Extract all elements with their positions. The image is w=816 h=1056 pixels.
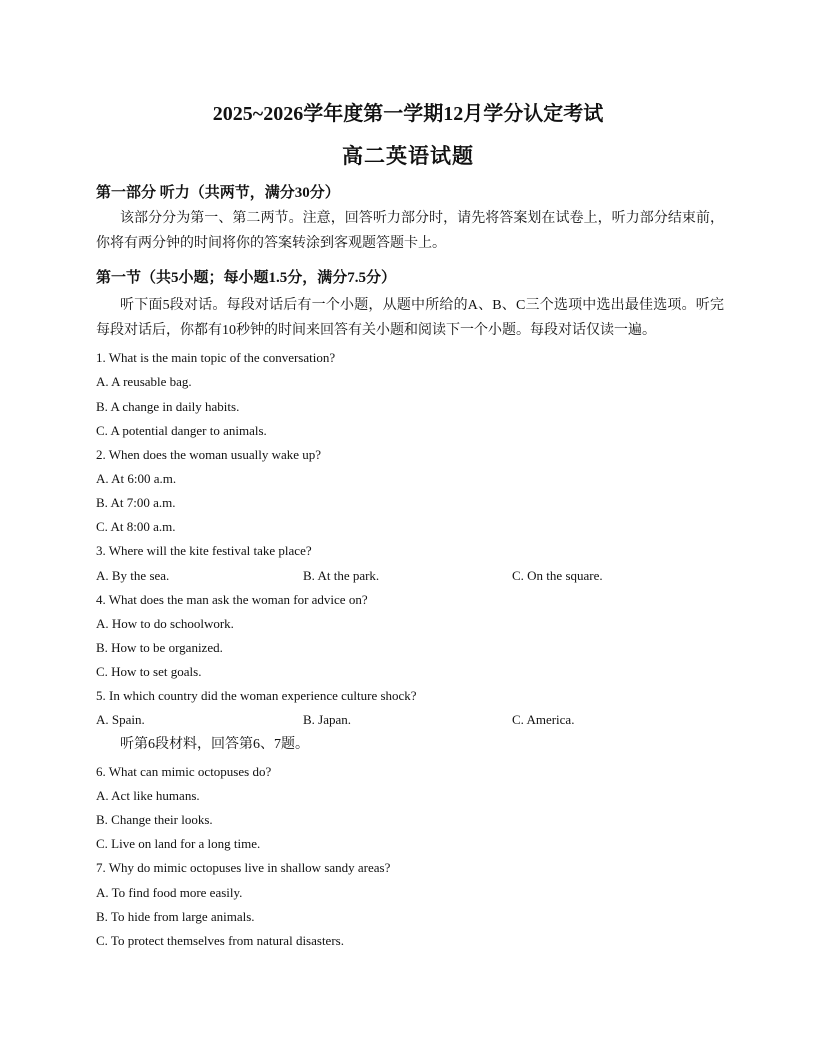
q6-option-c: C. Live on land for a long time. xyxy=(96,836,261,851)
q2-option-b: B. At 7:00 a.m. xyxy=(96,495,176,510)
q5-stem: 5. In which country did the woman experience culture shock? xyxy=(96,688,417,703)
q4-option-b: B. How to be organized. xyxy=(96,640,223,655)
q3-option-c: C. On the square. xyxy=(512,568,603,583)
part1-intro: 该部分分为第一、第二两节。注意，回答听力部分时，请先将答案划在试卷上，听力部分结束前，你将有两分钟的时间将你的答案转涂到客观题答题卡上。 xyxy=(96,211,724,251)
q1-option-b: B. A change in daily habits. xyxy=(96,399,240,414)
section1-heading: 第一节（共5小题；每小题1.5分，满分7.5分） xyxy=(96,270,397,286)
q6-option-a: A. Act like humans. xyxy=(96,788,200,803)
q7-stem: 7. Why do mimic octopuses live in shallow sandy areas? xyxy=(96,860,391,875)
material6-instruction: 听第6段材料，回答第6、7题。 xyxy=(120,737,309,752)
q1-option-a: A. A reusable bag. xyxy=(96,374,192,389)
q4-option-a: A. How to do schoolwork. xyxy=(96,616,234,631)
q1-stem: 1. What is the main topic of the conversation? xyxy=(96,350,336,365)
q4-stem: 4. What does the man ask the woman for advice on? xyxy=(96,592,368,607)
q5-option-c: C. America. xyxy=(512,712,575,727)
q5-option-b: B. Japan. xyxy=(303,712,352,727)
q6-stem: 6. What can mimic octopuses do? xyxy=(96,764,272,779)
q3-stem: 3. Where will the kite festival take place? xyxy=(96,543,312,558)
q7-option-b: B. To hide from large animals. xyxy=(96,909,255,924)
part1-heading: 第一部分 听力（共两节，满分30分） xyxy=(96,185,340,201)
q6-option-b: B. Change their looks. xyxy=(96,812,213,827)
exam-subtitle: 高二英语试题 xyxy=(342,144,474,168)
q2-stem: 2. When does the woman usually wake up? xyxy=(96,447,322,462)
q2-option-c: C. At 8:00 a.m. xyxy=(96,519,176,534)
q4-option-c: C. How to set goals. xyxy=(96,664,202,679)
q7-option-a: A. To find food more easily. xyxy=(96,885,243,900)
exam-title: 2025~2026学年度第一学期12月学分认定考试 xyxy=(212,103,604,125)
q5-option-a: A. Spain. xyxy=(96,712,145,727)
q7-option-c: C. To protect themselves from natural disasters. xyxy=(96,933,344,948)
q3-option-b: B. At the park. xyxy=(303,568,380,583)
q2-option-a: A. At 6:00 a.m. xyxy=(96,471,177,486)
q1-option-c: C. A potential danger to animals. xyxy=(96,423,267,438)
q3-option-a: A. By the sea. xyxy=(96,568,170,583)
section1-intro: 听下面5段对话。每段对话后有一个小题，从题中所给的A、B、C三个选项中选出最佳选项。听完每段对话后，你都有10秒钟的时间来回答有关小题和阅读下一个小题。每段对话仅读一遍。 xyxy=(96,298,724,338)
